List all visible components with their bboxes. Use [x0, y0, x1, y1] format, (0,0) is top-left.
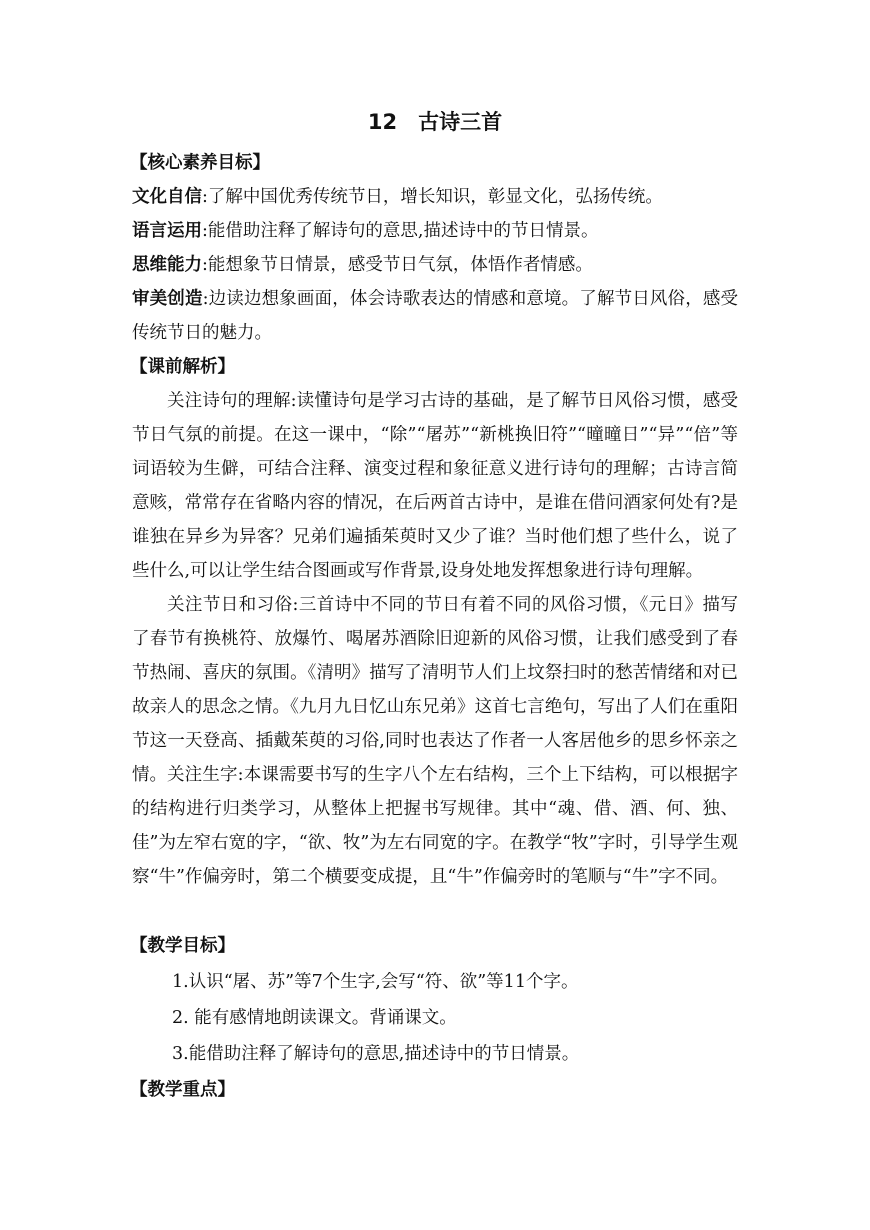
teaching-goals-heading: 【教学目标】 — [130, 936, 235, 956]
goal-text: :能借助注释了解诗句的意思,描述诗中的节日情景。 — [202, 221, 599, 241]
teaching-goal-item: 1.认识“屠、苏”等7个生字,会写“符、欲”等11个字。 — [172, 972, 579, 992]
pre-analysis-heading: 【课前解析】 — [130, 357, 235, 377]
analysis-paragraph: 关注生字:本课需要书写的生字八个左右结构，三个上下结构，可以根据字的结构进行归类学习，从整体上把握书写规律。其中“魂、借、酒、何、独、佳”为左窄右宽的字，“欲、牧”为左右同宽的字。在教学“牧”字时，引导学生观察“牛”作偏旁时，第二个横要变成提，且“牛”作偏旁时的笔顺与“牛”字不同。 — [132, 765, 738, 887]
goal-culture — [132, 180, 738, 214]
analysis-paragraph: 关注节日和习俗:三首诗中不同的节日有着不同的风俗习惯，《元日》描写了春节有换桃符、放爆竹、喝屠苏酒除旧迎新的风俗习惯，让我们感受到了春节热闹、喜庆的氛围。《清明》描写了清明节人们上坟祭扫时的愁苦情绪和对已故亲人的思念之情。《九月九日忆山东兄弟》这首七言绝句，写出了人们在重阳节这一天登高、插戴茱萸的习俗,同时也表达了作者一人客居他乡的思乡怀亲之情。 — [132, 595, 738, 785]
goal-text: :了解中国优秀传统节日，增长知识，彰显文化，弘扬传统。 — [202, 187, 663, 207]
goal-aesthetic — [132, 282, 738, 350]
goal-label: 审美创造 — [132, 289, 203, 309]
key-points-heading: 【教学重点】 — [130, 1080, 235, 1100]
goal-label: 语言运用 — [132, 221, 202, 241]
page-title: 12 古诗三首 — [367, 110, 503, 134]
core-goals-heading: 【核心素养目标】 — [130, 153, 270, 173]
goal-label: 文化自信 — [132, 187, 202, 207]
goal-language — [132, 214, 738, 248]
teaching-goal-item: 2. 能有感情地朗读课文。背诵课文。 — [172, 1008, 457, 1028]
goal-label: 思维能力 — [132, 255, 202, 275]
goal-text: :能想象节日情景，感受节日气氛，体悟作者情感。 — [202, 255, 593, 275]
teaching-goal-item: 3.能借助注释了解诗句的意思,描述诗中的节日情景。 — [172, 1044, 580, 1064]
goal-text: :边读边想象画面，体会诗歌表达的情感和意境。了解节日风俗，感受传统节日的魅力。 — [132, 289, 738, 343]
document-page — [132, 104, 738, 1108]
goal-thinking — [132, 248, 738, 282]
analysis-paragraph: 关注诗句的理解:读懂诗句是学习古诗的基础，是了解节日风俗习惯，感受节日气氛的前提。在这一课中，“除”“屠苏”“新桃换旧符”“曈曈日”“异”“倍”等词语较为生僻，可结合注释、演变过程和象征意义进行诗句的理解；古诗言简意赅，常常存在省略内容的情况，在后两首古诗中，是谁在借问酒家何处有?是谁独在异乡为异客？兄弟们遍插茱萸时又少了谁？当时他们想了些什么，说了些什么,可以让学生结合图画或写作背景,设身处地发挥想象进行诗句理解。 — [132, 391, 738, 581]
